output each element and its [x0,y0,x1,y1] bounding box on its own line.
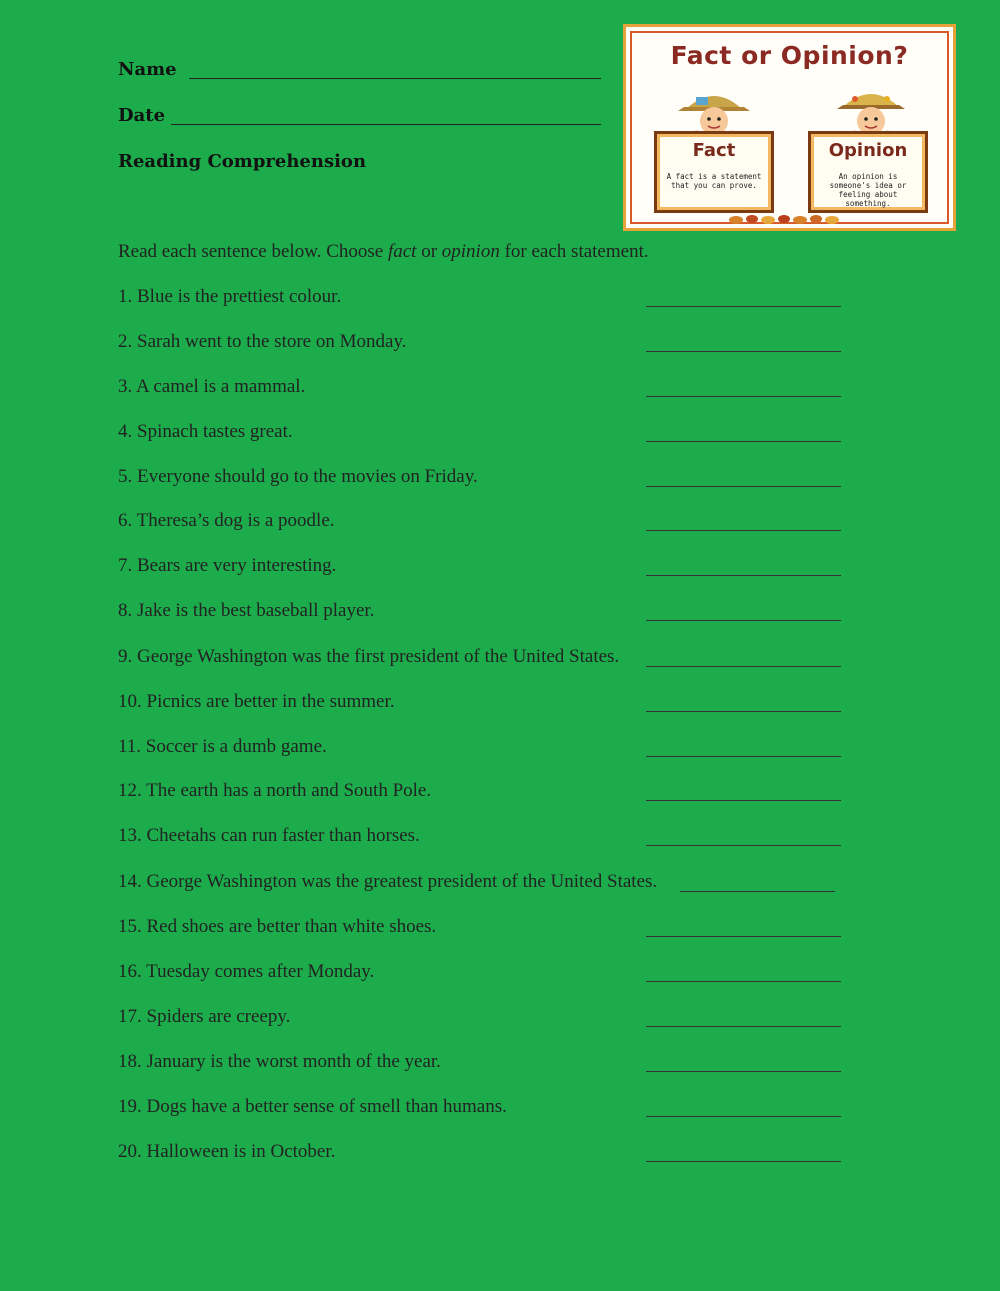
name-label: Name [118,59,177,80]
instructions [118,241,649,263]
question-text: 19. Dogs have a better sense of smell than humans. [118,1096,507,1117]
question-text: 3. A camel is a mammal. [118,376,306,397]
date-field[interactable] [171,124,601,125]
answer-line[interactable] [646,756,841,757]
instructions-fact-word: fact [387,241,417,262]
answer-line[interactable] [646,530,841,531]
question-text: 18. January is the worst month of the year. [118,1051,441,1072]
fact-card-desc: A fact is a statement that you can prove. [666,172,762,190]
fact-card-title: Fact [692,140,736,161]
question-text: 6. Theresa’s dog is a poodle. [118,510,335,531]
name-field[interactable] [189,78,601,79]
answer-line[interactable] [646,396,841,397]
answer-line[interactable] [646,666,841,667]
question-text: 2. Sarah went to the store on Monday. [118,331,407,352]
question-text: 15. Red shoes are better than white shoes. [118,916,437,937]
question-text: 12. The earth has a north and South Pole. [118,780,432,801]
answer-line[interactable] [646,1026,841,1027]
answer-line[interactable] [646,351,841,352]
question-text: 17. Spiders are creepy. [118,1006,291,1027]
question-text: 14. George Washington was the greatest president of the United States. [118,871,658,892]
instructions-text: for each statement. [499,241,649,262]
fact-card [654,131,774,213]
question-text: 10. Picnics are better in the summer. [118,691,395,712]
answer-line[interactable] [646,1161,841,1162]
question-text: 13. Cheetahs can run faster than horses. [118,825,420,846]
opinion-card-desc: An opinion is someone's idea or feeling about something. [829,172,907,208]
answer-line[interactable] [646,620,841,621]
autumn-leaves-icon [726,211,846,227]
question-text: 9. George Washington was the first president of the United States. [118,646,620,667]
answer-line[interactable] [646,441,841,442]
answer-line[interactable] [646,800,841,801]
answer-line[interactable] [646,486,841,487]
opinion-card-title: Opinion [828,140,908,161]
answer-line[interactable] [646,845,841,846]
instructions-text: Read each sentence below. Choose [118,241,388,262]
question-text: 7. Bears are very interesting. [118,555,337,576]
answer-line[interactable] [646,711,841,712]
answer-line[interactable] [680,891,835,892]
question-text: 5. Everyone should go to the movies on Friday. [118,466,478,487]
instructions-text: or [416,241,442,262]
fact-or-opinion-poster [623,24,956,231]
question-text: 11. Soccer is a dumb game. [118,736,327,757]
answer-line[interactable] [646,1116,841,1117]
question-text: 20. Halloween is in October. [118,1141,336,1162]
question-text: 1. Blue is the prettiest colour. [118,286,342,307]
answer-line[interactable] [646,981,841,982]
opinion-card [808,131,928,213]
question-text: 4. Spinach tastes great. [118,421,293,442]
section-title: Reading Comprehension [118,151,367,172]
date-label: Date [118,105,166,126]
answer-line[interactable] [646,1071,841,1072]
answer-line[interactable] [646,306,841,307]
poster-title: Fact or Opinion? [670,41,909,70]
answer-line[interactable] [646,575,841,576]
instructions-opinion-word: opinion [441,241,500,262]
question-text: 16. Tuesday comes after Monday. [118,961,375,982]
question-text: 8. Jake is the best baseball player. [118,600,375,621]
answer-line[interactable] [646,936,841,937]
